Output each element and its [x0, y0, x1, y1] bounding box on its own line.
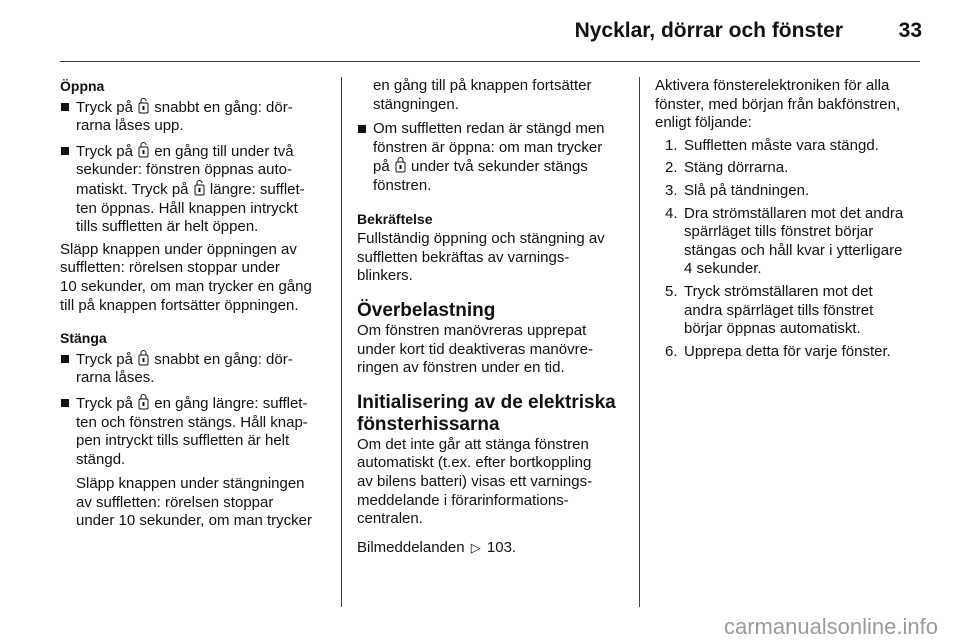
- column-1: [60, 77, 330, 531]
- unlock-key-icon: [194, 180, 205, 196]
- paragraph: Aktivera fönsterelektroniken för alla fönster, med början från bakfönstren, enligt följande:: [655, 77, 901, 132]
- paragraph: Släpp knappen under öppningen av suffletten: rörelsen stoppar under 10 sekunder, om man trycker en gång till på knappen fortsätter öppningen.: [60, 240, 312, 314]
- list-item: Tryck på snabbt en gång: dör- rarna låses upp.: [60, 98, 330, 136]
- paragraph: Om det inte går att stänga fönstren automatiskt (t.ex. efter bortkoppling av bilens batteri) visas ett varnings- meddelande i förarinformations- centralen.: [357, 435, 593, 528]
- indented-paragraph: Släpp knappen under stängningen av suffletten: rörelsen stoppar under 10 sekunder, om man trycker: [76, 475, 312, 530]
- page-number: 33: [898, 19, 922, 42]
- column-3: [655, 77, 925, 361]
- cross-reference: Bilmeddelanden ▷ 103.: [357, 538, 517, 556]
- arrow-reference-icon: ▷: [470, 539, 481, 555]
- bullet-icon: [61, 103, 69, 111]
- list-item: Tryck på snabbt en gång: dör- rarna låses.: [60, 350, 330, 388]
- open-heading: Öppna: [60, 78, 105, 94]
- list-item: Tryck på en gång längre: sufflet- ten och fönstren stängs. Håll knap- pen intryckt tills suffletten är helt stängd.: [60, 394, 330, 469]
- lock-key-icon: [395, 157, 406, 173]
- paragraph: Fullständig öppning och stängning av suffletten bekräftas av varnings- blinkers.: [357, 230, 605, 285]
- unlock-key-icon: [138, 98, 149, 114]
- close-heading: Stänga: [60, 330, 107, 347]
- watermark: carmanualsonline.info: [723, 614, 938, 639]
- bullet-icon: [61, 355, 69, 363]
- page-title: Nycklar, dörrar och fönster: [574, 19, 843, 42]
- list-item: 5. Tryck strömställaren mot det andra spärrläget tills fönstret börjar öppnas automatiskt.: [665, 282, 874, 338]
- list-item: Tryck på en gång till under två sekunder: fönstren öppnas auto- matiskt. Tryck på längre: sufflet- ten öppnas. Håll knappen intryckt tills suffletten är helt öppen.: [60, 142, 330, 237]
- lock-key-icon: [138, 350, 149, 366]
- list-item: 2. Stäng dörrarna.: [665, 159, 789, 177]
- unlock-key-icon: [138, 142, 149, 158]
- list-item: Om suffletten redan är stängd men fönstren är öppna: om man trycker på under två sekunder stängs fönstren.: [357, 120, 627, 195]
- bullet-icon: [61, 399, 69, 407]
- continued-text: en gång till på knappen fortsätter stängningen.: [373, 77, 592, 113]
- overload-heading: Överbelastning: [357, 299, 496, 321]
- list-item: 6. Upprepa detta för varje fönster.: [665, 342, 891, 360]
- column-2: [357, 77, 627, 557]
- confirm-heading: Bekräftelse: [357, 210, 433, 227]
- list-item: 3. Slå på tändningen.: [665, 181, 810, 199]
- column-divider: [341, 77, 342, 607]
- list-item: 4. Dra strömställaren mot det andra spärrläget tills fönstret börjar stängas och håll kvar i ytterligare 4 sekunder.: [665, 204, 904, 278]
- bullet-icon: [358, 125, 366, 133]
- column-divider: [639, 77, 640, 607]
- list-item: 1. Suffletten måste vara stängd.: [665, 136, 879, 154]
- bullet-icon: [61, 147, 69, 155]
- init-heading: Initialisering av de elektriska fönsterhissarna: [357, 391, 616, 435]
- reference-link[interactable]: 103.: [486, 538, 517, 556]
- header-divider: [60, 61, 920, 62]
- paragraph: Om fönstren manövreras upprepat under kort tid deaktiveras manövre- ringen av fönstren under en tid.: [357, 321, 593, 377]
- lock-key-icon: [138, 394, 149, 410]
